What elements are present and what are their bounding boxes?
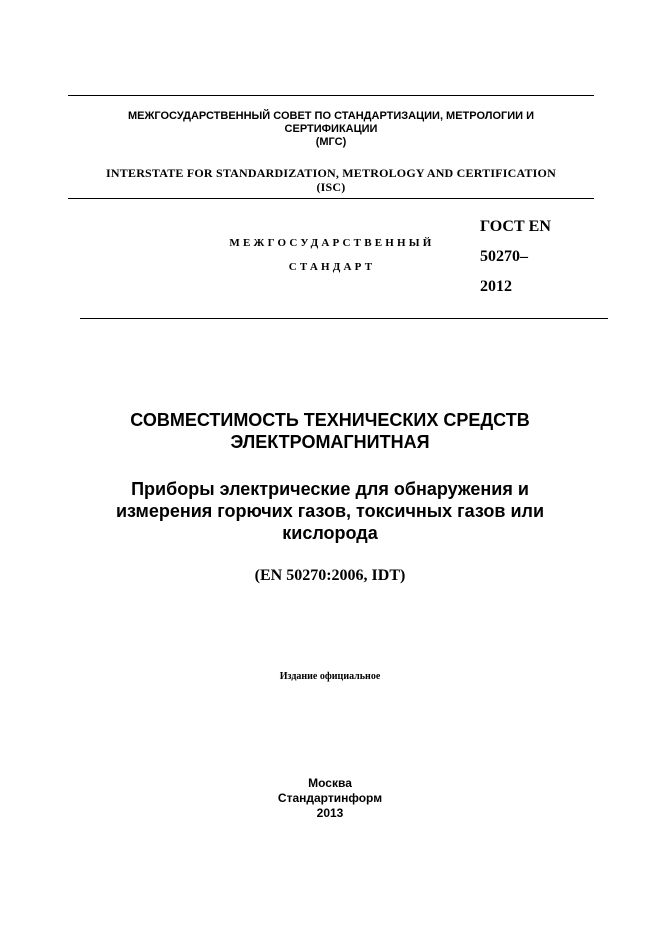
imprint-city: Москва bbox=[308, 776, 352, 790]
council-en-line-1: INTERSTATE FOR STANDARDIZATION, METROLOGY AND CERTIFICATION bbox=[106, 166, 556, 180]
standard-type-line-2: СТАНДАРТ bbox=[288, 261, 376, 273]
header-bottom-rule bbox=[80, 318, 608, 319]
gost-designation-line-3: 2012 bbox=[480, 278, 512, 295]
standard-type-line-1: МЕЖГОСУДАРСТВЕННЫЙ bbox=[229, 237, 435, 249]
official-edition-label: Издание официальное bbox=[279, 671, 381, 682]
top-rule bbox=[68, 95, 594, 96]
subtitle bbox=[60, 478, 600, 544]
subtitle-line-1: Приборы электрические для обнаружения и bbox=[131, 479, 529, 499]
gost-designation-line-2: 50270– bbox=[480, 248, 528, 265]
council-ru-line-1: МЕЖГОСУДАРСТВЕННЫЙ СОВЕТ ПО СТАНДАРТИЗАЦИИ, МЕТРОЛОГИИ И bbox=[127, 110, 535, 122]
imprint bbox=[60, 776, 600, 821]
main-title bbox=[60, 409, 600, 453]
imprint-year: 2013 bbox=[316, 806, 344, 820]
council-en-abbreviation: (ISC) bbox=[316, 180, 346, 194]
subtitle-line-3: кислорода bbox=[282, 523, 378, 543]
gost-designation-line-1: ГОСТ EN bbox=[480, 218, 551, 235]
council-name-ru bbox=[68, 110, 594, 149]
council-bottom-rule bbox=[68, 198, 594, 199]
council-ru-abbreviation: (МГС) bbox=[315, 136, 347, 148]
subtitle-line-2: измерения горючих газов, токсичных газов или bbox=[115, 501, 545, 521]
main-title-line-2: ЭЛЕКТРОМАГНИТНАЯ bbox=[230, 432, 430, 452]
imprint-publisher: Стандартинформ bbox=[277, 791, 383, 805]
main-title-line-1: СОВМЕСТИМОСТЬ ТЕХНИЧЕСКИХ СРЕДСТВ bbox=[130, 410, 530, 430]
gost-designation bbox=[480, 212, 551, 302]
standard-reference: (EN 50270:2006, IDT) bbox=[254, 567, 406, 584]
council-ru-line-2: СЕРТИФИКАЦИИ bbox=[284, 123, 378, 135]
council-name-en bbox=[68, 166, 594, 194]
